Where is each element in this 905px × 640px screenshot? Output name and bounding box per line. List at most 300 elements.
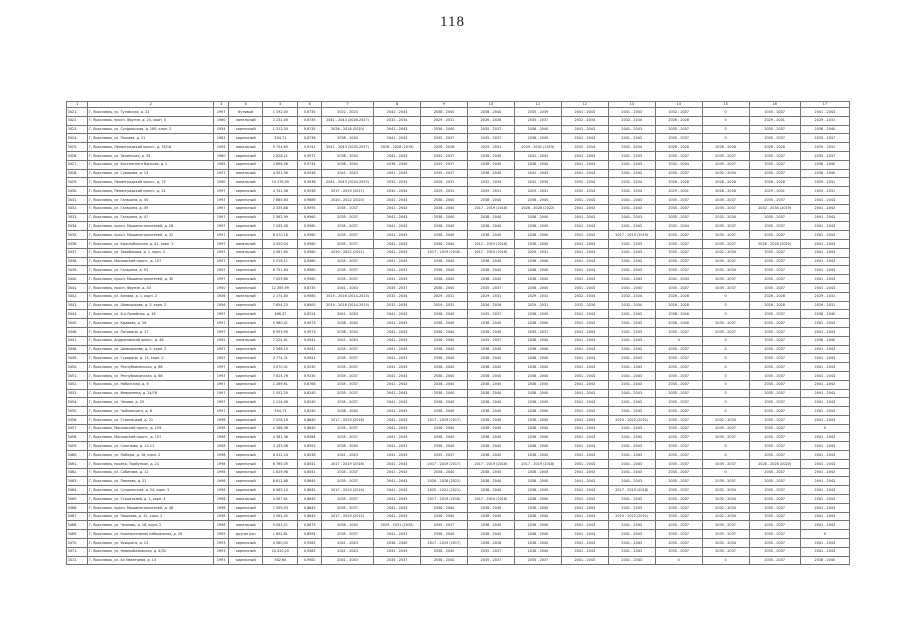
term-sewerage-cell: 2032 - 2034 <box>561 292 608 301</box>
term-hot-water-cell: 2038 - 2040 <box>514 442 561 451</box>
term-sewerage-cell: 2041 - 2043 <box>561 169 608 178</box>
term-heating-cell: 2038 - 2040 <box>421 468 468 477</box>
term-basement-cell: 2035 - 2037 <box>749 213 800 222</box>
year-cell: 1998 <box>214 424 229 433</box>
term-facade-cell: 2026 - 2028 (2019) <box>374 143 421 152</box>
term-basement-cell: 2035 - 2037 <box>749 222 800 231</box>
row-number-cell: 3471. <box>67 547 88 556</box>
area-cell: 5 516,11 <box>263 257 298 266</box>
term-foundation-cell: 2041 - 2043 <box>800 319 849 328</box>
term-elevator-cell: 2035 - 2037 <box>702 275 749 284</box>
address-cell: Г. Ярославль, ул. Республиканская, д. 66 <box>88 363 214 372</box>
term-gas-cell: 2035 - 2037 <box>655 503 702 512</box>
term-elevator-cell: 2035 - 2037 <box>702 231 749 240</box>
term-elevator-cell: 2035 - 2037 <box>702 327 749 336</box>
year-cell: 1965 <box>214 160 229 169</box>
address-cell: Г. Ярославль, ул. Суздальская, д. 180, корп. 2 <box>88 125 214 134</box>
wear-coef-cell: 0,8541 <box>298 459 321 468</box>
wall-material-cell: кирпичный <box>229 503 263 512</box>
term-basement-cell: 2026 - 2028 <box>749 143 800 152</box>
table-row <box>67 160 850 169</box>
term-gas-cell: 2035 - 2037 <box>655 195 702 204</box>
term-sewerage-cell: 2032 - 2034 <box>561 143 608 152</box>
term-hot-water-cell: 2038 - 2040 <box>514 415 561 424</box>
wear-coef-cell: 0,8538 <box>298 451 321 460</box>
term-sewerage-cell: 2032 - 2034 <box>561 187 608 196</box>
term-cold-water-cell: 2035 - 2037 <box>468 547 515 556</box>
term-roof-cell: 2041 - 2043 <box>321 451 373 460</box>
term-basement-cell: 2029 - 2031 <box>749 116 800 125</box>
term-hot-water-cell: 2038 - 2040 <box>514 451 561 460</box>
term-electric-cell: 2041 - 2043 <box>608 503 655 512</box>
year-cell: 1997 <box>214 363 229 372</box>
term-cold-water-cell: 2026 - 2028 <box>468 539 515 548</box>
term-heating-cell: 2038 - 2040 <box>421 547 468 556</box>
term-roof-cell: 2038 - 2040 <box>321 407 373 416</box>
year-cell: 1998 <box>214 512 229 521</box>
term-hot-water-cell: 2038 - 2040 <box>514 495 561 504</box>
term-foundation-cell: 2029 - 2031 <box>800 292 849 301</box>
term-hot-water-cell: 2038 - 2040 <box>514 239 561 248</box>
term-electric-cell: 2032 - 2034 <box>608 292 655 301</box>
term-gas-cell: 0 <box>655 336 702 345</box>
term-roof-cell: 2038 - 2040 <box>321 134 373 143</box>
column-header: 9 <box>421 102 468 108</box>
term-gas-cell: 2035 - 2037 <box>655 512 702 521</box>
term-foundation-cell: 2029 - 2031 <box>800 178 849 187</box>
term-heating-cell: 2038 - 2040 <box>421 442 468 451</box>
term-foundation-cell: 2038 - 2040 <box>800 556 849 565</box>
wall-material-cell: кирпичный <box>229 442 263 451</box>
table-row <box>67 363 850 372</box>
term-foundation-cell: 2041 - 2043 <box>800 547 849 556</box>
term-gas-cell: 2035 - 2037 <box>655 354 702 363</box>
area-cell: 7 029,80 <box>263 275 298 284</box>
term-roof-cell: 2035 - 2037 <box>321 495 373 504</box>
term-cold-water-cell: 2038 - 2040 <box>468 407 515 416</box>
wall-material-cell: кирпичный <box>229 222 263 231</box>
term-basement-cell: 2035 - 2037 <box>749 354 800 363</box>
term-heating-cell: 2029 - 2031 <box>421 301 468 310</box>
term-heating-cell: 2038 - 2040 <box>421 231 468 240</box>
address-cell: Г. Ярославль, ул. Пожова, д. 21 <box>88 134 214 143</box>
term-electric-cell: 2041 - 2043 <box>608 336 655 345</box>
wall-material-cell: кирпичный <box>229 204 263 213</box>
address-cell: Г. Ярославль, ул. Бн Ивантаева, д. 14 <box>88 556 214 565</box>
term-elevator-cell: 2035 - 2037 <box>702 477 749 486</box>
term-gas-cell: 2035 - 2037 <box>655 468 702 477</box>
term-heating-cell: 2038 - 2040 <box>421 310 468 319</box>
year-cell: 1997 <box>214 389 229 398</box>
term-foundation-cell: 2041 - 2043 <box>800 407 849 416</box>
term-facade-cell: 2032 - 2034 <box>374 116 421 125</box>
term-hot-water-cell: 2038 - 2040 <box>514 433 561 442</box>
address-cell: Г. Ярославль, ул. Гударина, д. 15, корп. 2 <box>88 354 214 363</box>
address-cell: Г. Ярославль, ул. Костанского Вансово, д. 2 <box>88 160 214 169</box>
term-basement-cell: 2035 - 2037 <box>749 503 800 512</box>
column-header: 14 <box>655 102 702 108</box>
year-cell: 1998 <box>214 459 229 468</box>
term-roof-cell: 2035 - 2037 <box>321 239 373 248</box>
year-cell: 1997 <box>214 213 229 222</box>
term-foundation-cell: 2041 - 2043 <box>800 389 849 398</box>
column-header: 15 <box>702 102 749 108</box>
term-sewerage-cell: 2041 - 2043 <box>561 310 608 319</box>
wall-material-cell: кирпичный <box>229 134 263 143</box>
term-gas-cell: 2035 - 2037 <box>655 486 702 495</box>
term-elevator-cell: 0 <box>702 398 749 407</box>
term-hot-water-cell: 2029 - 2031 <box>514 292 561 301</box>
area-cell: 6 751,84 <box>263 266 298 275</box>
term-heating-cell: 2026 - 2028 (2022) <box>421 477 468 486</box>
address-cell: Г. Ярославль, ул. Чехова, д. 25 <box>88 398 214 407</box>
term-heating-cell: 2038 - 2040 <box>421 424 468 433</box>
term-heating-cell: 2038 - 2040 <box>421 327 468 336</box>
term-roof-cell: 2035 - 2037 <box>321 371 373 380</box>
term-sewerage-cell: 2041 - 2043 <box>561 371 608 380</box>
term-roof-cell: 2038 - 2040 <box>321 327 373 336</box>
term-cold-water-cell: 2038 - 2040 <box>468 521 515 530</box>
year-cell: 1998 <box>214 521 229 530</box>
term-roof-cell: 2041 - 2043 <box>321 336 373 345</box>
term-foundation-cell: 2041 - 2043 <box>800 477 849 486</box>
term-roof-cell: 2035 - 2037 <box>321 222 373 231</box>
term-sewerage-cell: 2041 - 2043 <box>561 195 608 204</box>
term-hot-water-cell: 2038 - 2040 <box>514 354 561 363</box>
term-heating-cell: 2020 - 2022 (2021) <box>421 486 468 495</box>
year-cell: 1998 <box>214 477 229 486</box>
year-cell: 1998 <box>214 433 229 442</box>
term-basement-cell: 2035 - 2037 <box>749 530 800 539</box>
term-facade-cell: 2041 - 2043 <box>374 108 421 117</box>
term-cold-water-cell: 2038 - 2040 <box>468 345 515 354</box>
term-cold-water-cell: 2026 - 2028 <box>468 116 515 125</box>
term-elevator-cell: 2032 - 2034 <box>702 266 749 275</box>
term-cold-water-cell: 2035 - 2037 <box>468 134 515 143</box>
address-cell: Г. Ярославль, Андроповский просп., д. 48 <box>88 336 214 345</box>
term-basement-cell: 2035 - 2037 <box>749 477 800 486</box>
table-row <box>67 345 850 354</box>
area-cell: 3 920,04 <box>263 239 298 248</box>
term-basement-cell: 2026 - 2028 <box>749 178 800 187</box>
wear-coef-cell: 0,8240 <box>298 398 321 407</box>
area-cell: 1 052,20 <box>263 389 298 398</box>
area-cell: 7 814,76 <box>263 371 298 380</box>
area-cell: 1 852,81 <box>263 530 298 539</box>
term-facade-cell: 2041 - 2043 <box>374 363 421 372</box>
term-gas-cell: 2035 - 2037 <box>655 266 702 275</box>
wear-coef-cell: 0,9582 <box>298 547 321 556</box>
term-cold-water-cell: 2038 - 2040 <box>468 231 515 240</box>
area-cell: 4 551,96 <box>263 169 298 178</box>
row-number-cell: 3463. <box>67 477 88 486</box>
wall-material-cell: кирпичный <box>229 477 263 486</box>
address-cell: Г. Ярославль, ул. Шевкоркова, д. 5, корп. 2 <box>88 345 214 354</box>
term-roof-cell: 2038 - 2040 <box>321 521 373 530</box>
wear-coef-cell: 0,8735 <box>298 283 321 292</box>
term-roof-cell: 2017 - 2019 (2017) <box>321 187 373 196</box>
term-electric-cell: 2041 - 2043 <box>608 530 655 539</box>
term-hot-water-cell: 2038 - 2040 <box>514 336 561 345</box>
term-sewerage-cell: 2041 - 2043 <box>561 530 608 539</box>
table-row <box>67 319 850 328</box>
term-foundation-cell: 2041 - 2043 <box>800 459 849 468</box>
term-hot-water-cell: 2029 - 2031 <box>514 187 561 196</box>
address-cell: Г. Ярославль, ул. Гагарина, д. 49 <box>88 204 214 213</box>
term-gas-cell: 2035 - 2037 <box>655 398 702 407</box>
wear-coef-cell: 0,8552 <box>298 442 321 451</box>
term-heating-cell: 2038 - 2040 <box>421 433 468 442</box>
term-electric-cell: 2041 - 2043 <box>608 125 655 134</box>
term-elevator-cell: 0 <box>702 407 749 416</box>
address-cell: Г. Ярославль, Ленинградский просп., д. 72 <box>88 178 214 187</box>
column-header: 16 <box>749 102 800 108</box>
table-body <box>67 108 850 565</box>
area-cell: 3 896,56 <box>263 160 298 169</box>
term-sewerage-cell: 2041 - 2043 <box>561 257 608 266</box>
address-cell: Г. Ярославль, просп. Фрунзе, д. 24, корп. 3 <box>88 116 214 125</box>
term-sewerage-cell: 2041 - 2043 <box>561 424 608 433</box>
term-hot-water-cell: 2038 - 2040 <box>514 547 561 556</box>
term-heating-cell: 2035 - 2037 <box>421 160 468 169</box>
term-roof-cell: 2026 - 2028 (2020) <box>321 125 373 134</box>
table-row <box>67 512 850 521</box>
row-number-cell: 3469. <box>67 530 88 539</box>
wear-coef-cell: 0,9573 <box>298 327 321 336</box>
term-elevator-cell: 2035 - 2037 <box>702 459 749 468</box>
term-elevator-cell: 2032 - 2034 <box>702 486 749 495</box>
term-basement-cell: 2035 - 2037 <box>749 424 800 433</box>
term-electric-cell: 2041 - 2043 <box>608 556 655 565</box>
term-facade-cell: 2041 - 2043 <box>374 248 421 257</box>
year-cell: 1997 <box>214 204 229 213</box>
term-sewerage-cell: 2041 - 2043 <box>561 151 608 160</box>
wear-coef-cell: 0,9573 <box>298 319 321 328</box>
wear-coef-cell: 0,9572 <box>298 151 321 160</box>
term-hot-water-cell: 2038 - 2040 <box>514 231 561 240</box>
term-roof-cell: 2022 - 2023 <box>321 108 373 117</box>
area-cell: 3 070,31 <box>263 363 298 372</box>
term-heating-cell: 2038 - 2040 <box>421 204 468 213</box>
term-cold-water-cell: 2032 - 2034 <box>468 178 515 187</box>
area-cell: 3 133,08 <box>263 442 298 451</box>
year-cell: 1998 <box>214 495 229 504</box>
term-elevator-cell: 2035 - 2037 <box>702 433 749 442</box>
term-cold-water-cell: 2038 - 2040 <box>468 530 515 539</box>
row-number-cell: 3455. <box>67 407 88 416</box>
term-facade-cell: 2041 - 2043 <box>374 195 421 204</box>
term-elevator-cell: 2026 - 2028 <box>702 178 749 187</box>
row-number-cell: 3443. <box>67 301 88 310</box>
term-gas-cell: 2026 - 2028 <box>655 116 702 125</box>
wall-material-cell: кирпичный <box>229 275 263 284</box>
term-electric-cell: 2041 - 2043 <box>608 389 655 398</box>
term-hot-water-cell: 2038 - 2040 <box>514 283 561 292</box>
area-cell: 4 741,56 <box>263 187 298 196</box>
row-number-cell: 3423. <box>67 125 88 134</box>
row-number-cell: 3458. <box>67 433 88 442</box>
term-roof-cell: 2035 - 2037 <box>321 345 373 354</box>
year-cell: 1998 <box>214 503 229 512</box>
wear-coef-cell: 0,8645 <box>298 512 321 521</box>
row-number-cell: 3442. <box>67 292 88 301</box>
term-roof-cell: 2035 - 2037 <box>321 354 373 363</box>
wear-coef-cell: 0,8541 <box>298 468 321 477</box>
term-cold-water-cell: 2038 - 2040 <box>468 389 515 398</box>
term-gas-cell: 2035 - 2037 <box>655 477 702 486</box>
wear-coef-cell: 0,8640 <box>298 415 321 424</box>
row-number-cell: 3451. <box>67 371 88 380</box>
area-cell: 2 582,99 <box>263 213 298 222</box>
term-foundation-cell: 0 <box>800 424 849 433</box>
wall-material-cell: панельный <box>229 495 263 504</box>
term-gas-cell: 2035 - 2037 <box>655 389 702 398</box>
area-cell: 6 412,24 <box>263 451 298 460</box>
term-basement-cell: 2026 - 2028 <box>749 301 800 310</box>
term-electric-cell: 2032 - 2034 <box>608 178 655 187</box>
area-cell: 3 774,31 <box>263 354 298 363</box>
wall-material-cell: панельный <box>229 336 263 345</box>
term-electric-cell: 2041 - 2043 <box>608 160 655 169</box>
row-number-cell: 3450. <box>67 363 88 372</box>
year-cell: 1956 <box>214 301 229 310</box>
term-hot-water-cell: 2035 - 2037 <box>514 116 561 125</box>
row-number-cell: 3428. <box>67 169 88 178</box>
term-elevator-cell: 2035 - 2037 <box>702 283 749 292</box>
term-facade-cell: 2041 - 2043 <box>374 239 421 248</box>
term-basement-cell: 2035 - 2037 <box>749 451 800 460</box>
area-cell: 582,64 <box>263 556 298 565</box>
wear-coef-cell: 0,8768 <box>298 380 321 389</box>
term-hot-water-cell: 2038 - 2040 <box>514 477 561 486</box>
term-electric-cell: 2041 - 2043 <box>608 547 655 556</box>
year-cell: 1934 <box>214 125 229 134</box>
term-electric-cell: 2041 - 2043 <box>608 283 655 292</box>
term-electric-cell: 2041 - 2043 <box>608 433 655 442</box>
row-number-cell: 3459. <box>67 442 88 451</box>
term-gas-cell: 2035 - 2037 <box>655 239 702 248</box>
term-heating-cell: 2035 - 2037 <box>421 169 468 178</box>
term-hot-water-cell: 2038 - 2040 <box>514 125 561 134</box>
row-number-cell: 3449. <box>67 354 88 363</box>
row-number-cell: 3467. <box>67 512 88 521</box>
address-cell: Г. Ярославль, ул. Пашкова, д. 12, корп. 2 <box>88 512 214 521</box>
term-sewerage-cell: 2041 - 2043 <box>561 539 608 548</box>
term-cold-water-cell: 2035 - 2037 <box>468 310 515 319</box>
row-number-cell: 3439. <box>67 266 88 275</box>
wear-coef-cell: 0,9560 <box>298 222 321 231</box>
row-number-cell: 3444. <box>67 310 88 319</box>
term-roof-cell: 2035 - 2037 <box>321 275 373 284</box>
address-cell: Г. Ярославль, ул. Республиканская, д. 68 <box>88 371 214 380</box>
area-cell: 2 548,10 <box>263 345 298 354</box>
term-heating-cell: 2038 - 2040 <box>421 512 468 521</box>
year-cell: 1997 <box>214 380 229 389</box>
wall-material-cell: кирпичный <box>229 319 263 328</box>
wear-coef-cell: 0,6735 <box>298 108 321 117</box>
term-facade-cell: 2041 - 2043 <box>374 424 421 433</box>
row-number-cell: 3453. <box>67 389 88 398</box>
term-basement-cell: 2035 - 2037 <box>749 319 800 328</box>
wall-material-cell: кирпичный <box>229 231 263 240</box>
term-foundation-cell: 2041 - 2043 <box>800 468 849 477</box>
table-row <box>67 389 850 398</box>
table-row <box>67 266 850 275</box>
term-facade-cell: 2041 - 2043 <box>374 257 421 266</box>
row-number-cell: 3457. <box>67 424 88 433</box>
term-elevator-cell: 2032 - 2034 <box>702 415 749 424</box>
year-cell: 1997 <box>214 195 229 204</box>
row-number-cell: 3422. <box>67 116 88 125</box>
term-facade-cell: 2041 - 2043 <box>374 468 421 477</box>
term-basement-cell: 2035 - 2037 <box>749 327 800 336</box>
term-electric-cell: 2041 - 2043 <box>608 424 655 433</box>
term-electric-cell: 2032 - 2034 <box>608 187 655 196</box>
term-cold-water-cell: 2038 - 2040 <box>468 354 515 363</box>
wear-coef-cell: 0,8645 <box>298 486 321 495</box>
term-basement-cell: 2035 - 2037 <box>749 415 800 424</box>
term-cold-water-cell: 2017 - 2019 (2018) <box>468 495 515 504</box>
term-heating-cell: 2038 - 2040 <box>421 354 468 363</box>
table-row <box>67 451 850 460</box>
row-number-cell: 3434. <box>67 222 88 231</box>
term-sewerage-cell: 2041 - 2043 <box>561 495 608 504</box>
term-cold-water-cell: 2038 - 2040 <box>468 160 515 169</box>
term-sewerage-cell: 2032 - 2034 <box>561 301 608 310</box>
term-heating-cell: 2038 - 2040 <box>421 389 468 398</box>
row-number-cell: 3430. <box>67 187 88 196</box>
term-elevator-cell: 2035 - 2037 <box>702 204 749 213</box>
term-sewerage-cell: 2041 - 2043 <box>561 486 608 495</box>
term-sewerage-cell: 2041 - 2043 <box>561 275 608 284</box>
term-roof-cell: 2041 - 2043 <box>321 539 373 548</box>
wear-coef-cell: 0,8736 <box>298 134 321 143</box>
table-row <box>67 486 850 495</box>
term-cold-water-cell: 2038 - 2040 <box>468 371 515 380</box>
term-facade-cell: 2041 - 2043 <box>374 204 421 213</box>
term-roof-cell: 2041 - 2043 <box>321 283 373 292</box>
term-heating-cell: 2038 - 2040 <box>421 275 468 284</box>
term-basement-cell: 2035 - 2037 <box>749 231 800 240</box>
term-elevator-cell: 2032 - 2034 <box>702 213 749 222</box>
wall-material-cell: кирпичный <box>229 160 263 169</box>
wear-coef-cell: 0,9538 <box>298 187 321 196</box>
term-gas-cell: 2035 - 2037 <box>655 134 702 143</box>
wear-coef-cell: 0,9582 <box>298 556 321 565</box>
term-basement-cell: 2029 - 2031 <box>749 187 800 196</box>
term-gas-cell: 2035 - 2037 <box>655 213 702 222</box>
wear-coef-cell: 0,8675 <box>298 521 321 530</box>
term-gas-cell: 2026 - 2028 <box>655 178 702 187</box>
wall-material-cell: кирпичный <box>229 187 263 196</box>
column-header: 4 <box>229 102 263 108</box>
year-cell: 1997 <box>214 371 229 380</box>
term-basement-cell: 2035 - 2037 <box>749 380 800 389</box>
table-row <box>67 459 850 468</box>
term-gas-cell: 2035 - 2037 <box>655 451 702 460</box>
wall-material-cell: кирпичный <box>229 345 263 354</box>
wear-coef-cell: 0,9582 <box>298 539 321 548</box>
term-heating-cell: 2038 - 2040 <box>421 266 468 275</box>
term-elevator-cell: 2035 - 2037 <box>702 160 749 169</box>
address-cell: Г. Ярославль, ул. Строителей, д. 1, корп. 4 <box>88 495 214 504</box>
row-number-cell: 3445. <box>67 319 88 328</box>
term-sewerage-cell: 2041 - 2043 <box>561 512 608 521</box>
wall-material-cell: кирпичный <box>229 151 263 160</box>
table-row <box>67 275 850 284</box>
term-facade-cell: 2041 - 2043 <box>374 345 421 354</box>
term-gas-cell: 2035 - 2037 <box>655 442 702 451</box>
